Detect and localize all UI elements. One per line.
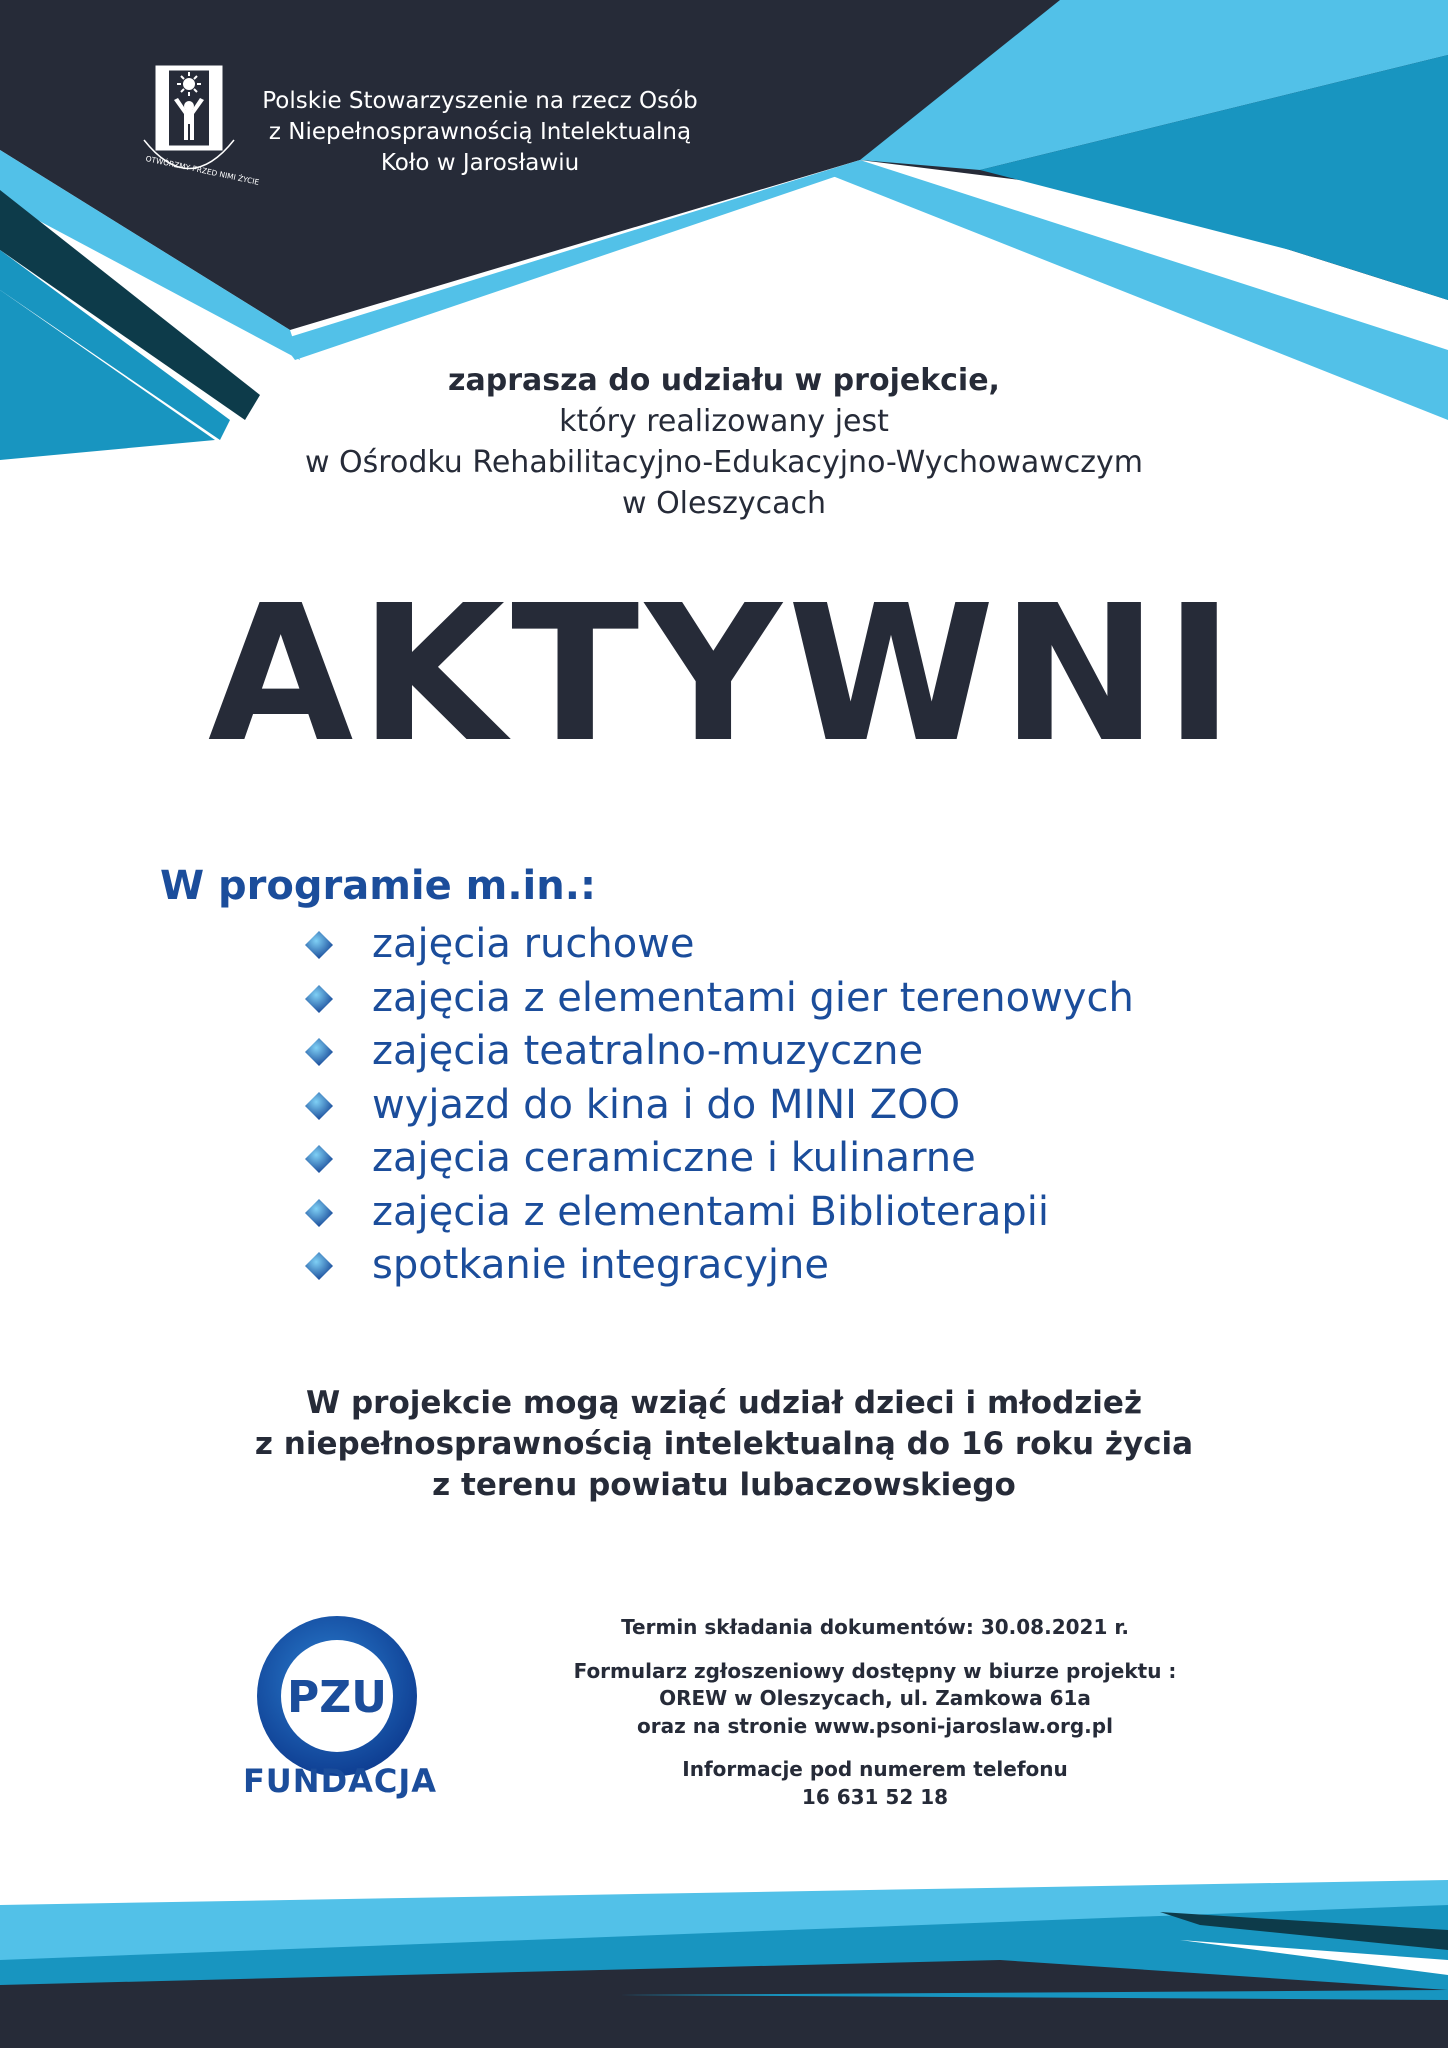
eligibility-line: z terenu powiatu lubaczowskiego bbox=[432, 1467, 1016, 1503]
diamond-bullet-icon bbox=[305, 931, 333, 959]
diamond-bullet-icon bbox=[305, 985, 333, 1013]
list-item bbox=[305, 972, 1134, 1026]
phone-label: Informacje pod numerem telefonu bbox=[682, 1757, 1068, 1781]
diamond-bullet-icon bbox=[305, 1252, 333, 1280]
program-item-label: zajęcia ceramiczne i kulinarne bbox=[372, 1135, 976, 1181]
list-item bbox=[305, 1239, 1134, 1293]
intro-text bbox=[0, 360, 1448, 524]
sponsor-label: FUNDACJA bbox=[242, 1762, 438, 1800]
organization-name-line: z Niepełnosprawnością Intelektualną bbox=[268, 119, 692, 145]
diamond-bullet-icon bbox=[305, 1092, 333, 1120]
list-item bbox=[305, 918, 1134, 972]
phone-number: 16 631 52 18 bbox=[801, 1784, 949, 1809]
diamond-bullet-icon bbox=[305, 1199, 333, 1227]
program-item-label: zajęcia z elementami gier terenowych bbox=[372, 974, 1134, 1021]
organization-name-line: Koło w Jarosławiu bbox=[380, 150, 580, 176]
form-info-line: Formularz zgłoszeniowy dostępny w biurze projektu : bbox=[573, 1658, 1177, 1683]
pzu-ring-logo bbox=[255, 1614, 420, 1779]
list-item bbox=[305, 1186, 1134, 1240]
intro-line: w Ośrodku Rehabilitacyjno-Edukacyjno-Wychowawczym bbox=[304, 445, 1144, 480]
contact-info bbox=[545, 1614, 1205, 1811]
list-item bbox=[305, 1025, 1134, 1079]
form-info-line: OREW w Oleszycach, ul. Zamkowa 61a bbox=[659, 1686, 1091, 1710]
diamond-bullet-icon bbox=[305, 1038, 333, 1066]
eligibility-line: z niepełnosprawnością intelektualną do 16 roku życia bbox=[254, 1426, 1194, 1462]
program-heading: W programie m.in.: bbox=[160, 863, 596, 909]
pzu-logo-text: PZU bbox=[287, 1672, 387, 1723]
list-item bbox=[305, 1079, 1134, 1133]
deadline-text: Termin składania dokumentów: 30.08.2021 r. bbox=[621, 1615, 1129, 1639]
program-item-label: zajęcia teatralno-muzyczne bbox=[372, 1028, 924, 1074]
page-title: AKTYWNI bbox=[207, 565, 1241, 784]
program-item-label: zajęcia z elementami Biblioterapii bbox=[372, 1188, 1050, 1235]
list-item bbox=[305, 1132, 1134, 1186]
program-item-label: wyjazd do kina i do MINI ZOO bbox=[372, 1081, 961, 1128]
person-under-sun-logo bbox=[130, 62, 260, 192]
org-logo-motto: OTWÓRZMY PRZED NIMI ŻYCIE bbox=[144, 154, 260, 187]
diamond-bullet-icon bbox=[305, 1145, 333, 1173]
organization-name bbox=[250, 86, 710, 179]
eligibility-line: W projekcie mogą wziąć udział dzieci i młodzież bbox=[305, 1385, 1143, 1421]
organization-name-line: Polskie Stowarzyszenie na rzecz Osób bbox=[262, 88, 698, 114]
program-item-label: zajęcia ruchowe bbox=[372, 921, 695, 967]
intro-line: zaprasza do udziału w projekcie, bbox=[448, 363, 1000, 398]
intro-line: który realizowany jest bbox=[559, 404, 889, 439]
program-item-label: spotkanie integracyjne bbox=[372, 1242, 829, 1288]
eligibility-text bbox=[0, 1383, 1448, 1506]
program-list bbox=[305, 918, 1134, 1293]
intro-line: w Oleszycach bbox=[622, 486, 826, 521]
form-info-line: oraz na stronie www.psoni-jaroslaw.org.pl bbox=[637, 1713, 1113, 1738]
